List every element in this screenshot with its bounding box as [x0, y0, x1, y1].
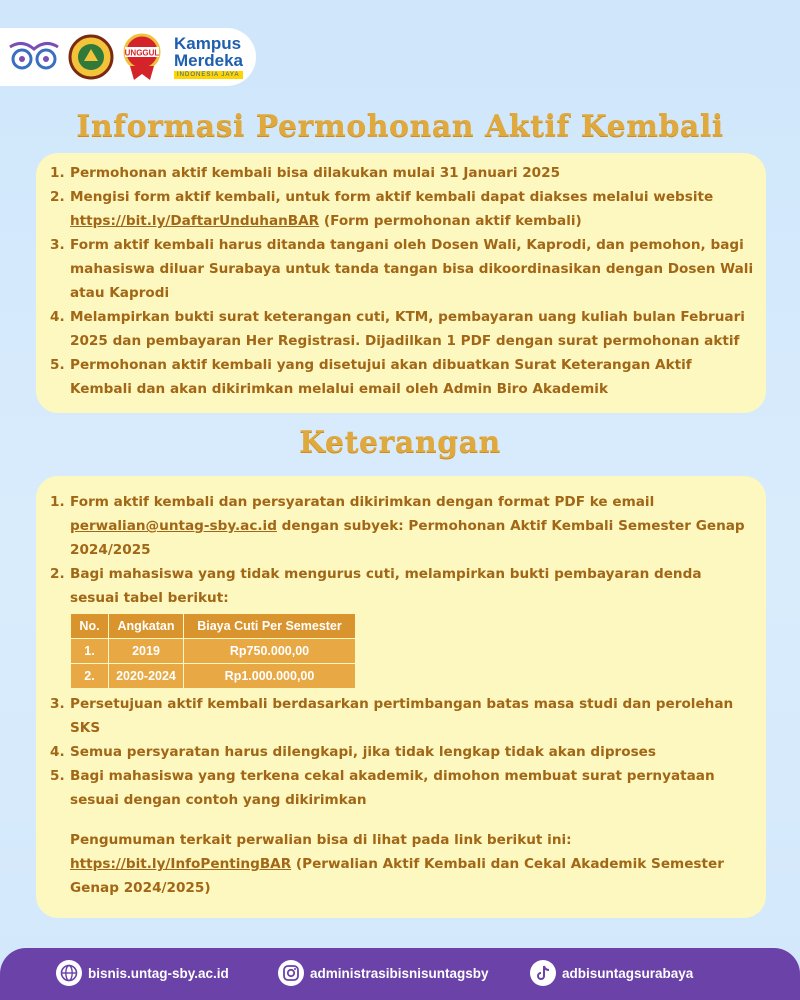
table-row: [71, 664, 356, 689]
list-item: 4. Semua persyaratan harus dilengkapi, jika tidak lengkap tidak akan diproses: [50, 744, 656, 760]
footer-instagram[interactable]: [278, 960, 489, 986]
list-item: 2. Mengisi form aktif kembali, untuk form aktif kembali dapat diakses melalui website https://bit.ly/DaftarUnduhanBAR (Form permohonan aktif kembali): [50, 189, 714, 229]
logo-bar: [0, 28, 256, 86]
info-card: [36, 153, 766, 413]
list-item: 4. Melampirkan bukti surat keterangan cuti, KTM, pembayaran uang kuliah bulan Februari 2025 dan pembayaran Her Registrasi. Dijadilkan 1 PDF dengan surat permohonan aktif: [50, 309, 745, 349]
info-penting-link[interactable]: https://bit.ly/InfoPentingBAR: [70, 856, 292, 872]
table-cell: Rp750.000,00: [184, 639, 356, 664]
logo-line-2: Merdeka: [174, 51, 243, 70]
unggul-badge-icon: [120, 32, 164, 82]
tiktok-text: adbisuntagsurabaya: [562, 965, 694, 981]
instagram-text: administrasibisnisuntagsby: [310, 965, 489, 981]
footer-bar: [0, 948, 800, 1000]
table-header: Biaya Cuti Per Semester: [184, 614, 356, 639]
table-cell: 2020-2024: [109, 664, 184, 689]
table-header: Angkatan: [109, 614, 184, 639]
table-cell: 2.: [71, 664, 109, 689]
footer-website[interactable]: [56, 960, 229, 986]
ornament-logo-icon: [6, 37, 62, 77]
fee-table: [70, 613, 356, 689]
list-item: 2. Bagi mahasiswa yang tidak mengurus cuti, melampirkan bukti pembayaran denda sesuai tabel berikut: No. Angkatan Biaya Cuti Per Semester 1. 2019 Rp750.000,00 2. 2020-2024 Rp1.000.000,00: [50, 562, 755, 689]
logo-line-3: INDONESIA JAYA: [174, 71, 243, 79]
instagram-icon: [278, 960, 304, 986]
list-item: 3. Persetujuan aktif kembali berdasarkan pertimbangan batas masa studi dan perolehan SKS: [50, 696, 734, 736]
list-item: 1. Permohonan aktif kembali bisa dilakukan mulai 31 Januari 2025: [50, 165, 561, 181]
kampus-merdeka-logo: [174, 35, 243, 79]
list-item: 5. Permohonan aktif kembali yang disetujui akan dibuatkan Surat Keterangan Aktif Kembali dan akan dikirimkan melalui email oleh Admin Biro Akademik: [50, 357, 692, 397]
table-cell: 1.: [71, 639, 109, 664]
keterangan-card: [36, 476, 766, 918]
section1-title: Informasi Permohonan Aktif Kembali: [76, 109, 724, 144]
footer-tiktok[interactable]: [530, 960, 693, 986]
table-row: [71, 639, 356, 664]
announcement: Pengumuman terkait perwalian bisa di lihat pada link berikut ini: https://bit.ly/InfoPentingBAR (Perwalian Aktif Kembali dan Cekal Akademik Semester Genap 2024/2025): [50, 828, 755, 900]
section2-title: Keterangan: [299, 425, 501, 460]
list-item: 5. Bagi mahasiswa yang terkena cekal akademik, dimohon membuat surat pernyataan sesuai dengan contoh yang dikirimkan: [50, 768, 715, 808]
badge-text: UNGGUL: [124, 48, 160, 58]
table-header: No.: [71, 614, 109, 639]
globe-icon: [56, 960, 82, 986]
daftar-unduhan-link[interactable]: https://bit.ly/DaftarUnduhanBAR: [70, 213, 320, 229]
email-link[interactable]: perwalian@untag-sby.ac.id: [70, 518, 277, 534]
website-text: bisnis.untag-sby.ac.id: [88, 965, 229, 981]
announcement-text: Pengumuman terkait perwalian bisa di lihat pada link berikut ini:: [70, 832, 572, 848]
table-cell: 2019: [109, 639, 184, 664]
table-cell: Rp1.000.000,00: [184, 664, 356, 689]
tiktok-icon: [530, 960, 556, 986]
university-seal-icon: [68, 34, 114, 80]
list-item: 1. Form aktif kembali dan persyaratan dikirimkan dengan format PDF ke email perwalian@untag-sby.ac.id dengan subyek: Permohonan Aktif Kembali Semester Genap 2024/2025: [50, 494, 745, 558]
logo-line-1: Kampus: [174, 34, 242, 53]
list-item: 3. Form aktif kembali harus ditanda tangani oleh Dosen Wali, Kaprodi, dan pemohon, bagi mahasiswa diluar Surabaya untuk tanda tangan bisa dikoordinasikan dengan Dosen Wali atau Kaprodi: [50, 237, 754, 301]
